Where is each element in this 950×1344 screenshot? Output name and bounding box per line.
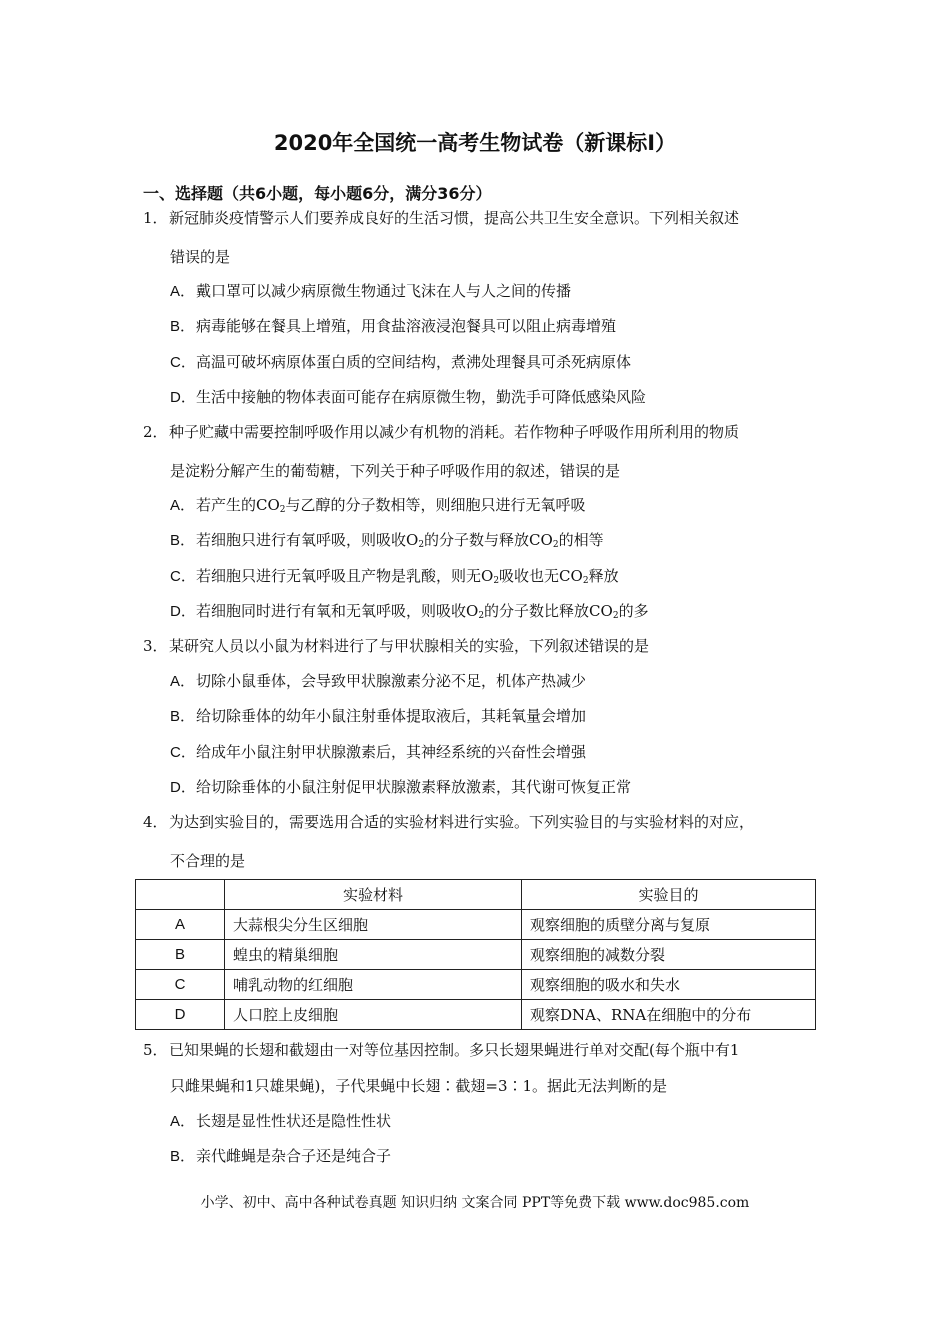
q2-option-c: C．若细胞只进行无氧呼吸且产物是乳酸，则无$O_2$吸收也无$CO_2$释放 [170,567,619,586]
question-number: 2． [143,423,168,441]
question-number: 1． [143,209,168,227]
question-5-stem: 5．已知果蝇的长翅和截翅由一对等位基因控制。多只长翅果蝇进行单对交配(每个瓶中有1 [143,1041,740,1059]
q3-option-a: A．切除小鼠垂体，会导致甲状腺激素分泌不足，机体产热减少 [170,672,587,690]
section-heading: 一、选择题（共6小题，每小题6分，满分36分） [143,184,492,203]
table-cell: 人口腔上皮细胞 [225,1000,522,1030]
table-cell: 蝗虫的精巢细胞 [225,940,522,970]
page-footer: 小学、初中、高中各种试卷真题 知识归纳 文案合同 PPT等免费下载 www.doc985.com [200,1195,750,1211]
table-cell: 观察细胞的吸水和失水 [522,970,816,1000]
q1-option-d: D．生活中接触的物体表面可能存在病原微生物，勤洗手可降低感染风险 [170,388,647,406]
question-number: 3． [143,637,168,655]
table-row [136,1000,816,1030]
table-cell: 哺乳动物的红细胞 [225,970,522,1000]
table-cell: D [136,1000,225,1030]
experiment-table [135,879,816,1030]
table-row [136,940,816,970]
question-1-stem-cont: 错误的是 [170,248,231,266]
question-2-stem: 2．种子贮藏中需要控制呼吸作用以减少有机物的消耗。若作物种子呼吸作用所利用的物质 [143,423,740,441]
question-5-stem-cont: 只雌果蝇和1只雄果蝇)，子代果蝇中长翅∶截翅=3∶1。据此无法判断的是 [170,1077,668,1095]
question-number: 5． [143,1041,168,1059]
q5-option-b: B．亲代雌蝇是杂合子还是纯合子 [170,1147,392,1165]
table-cell: 观察细胞的减数分裂 [522,940,816,970]
question-number: 4． [143,813,168,831]
q1-option-c: C．高温可破坏病原体蛋白质的空间结构，煮沸处理餐具可杀死病原体 [170,353,632,371]
table-header-cell: 实验目的 [522,880,816,910]
question-4-stem-cont: 不合理的是 [170,852,246,870]
table-row [136,970,816,1000]
q3-option-b: B．给切除垂体的幼年小鼠注射垂体提取液后，其耗氧量会增加 [170,707,587,725]
question-4-stem: 4．为达到实验目的，需要选用合适的实验材料进行实验。下列实验目的与实验材料的对应， [143,813,755,831]
page-title: 2020年全国统一高考生物试卷（新课标Ⅰ） [273,131,677,155]
table-cell: 大蒜根尖分生区细胞 [225,910,522,940]
table-cell: 观察细胞的质壁分离与复原 [522,910,816,940]
question-3-stem: 3．某研究人员以小鼠为材料进行了与甲状腺相关的实验，下列叙述错误的是 [143,637,650,655]
table-cell: C [136,970,225,1000]
table-cell: B [136,940,225,970]
question-2-stem-cont: 是淀粉分解产生的葡萄糖，下列关于种子呼吸作用的叙述，错误的是 [170,462,621,480]
table-cell: 观察DNA、RNA在细胞中的分布 [522,1000,816,1030]
table-row [136,910,816,940]
q1-option-a: A．戴口罩可以减少病原微生物通过飞沫在人与人之间的传播 [170,282,572,300]
q2-option-a: A．若产生的$CO_2$与乙醇的分子数相等，则细胞只进行无氧呼吸 [170,496,586,515]
table-header-cell: 实验材料 [225,880,522,910]
q2-option-d: D．若细胞同时进行有氧和无氧呼吸，则吸收$O_2$的分子数比释放$CO_2$的多 [170,602,649,621]
q3-option-c: C．给成年小鼠注射甲状腺激素后，其神经系统的兴奋性会增强 [170,743,587,761]
q5-option-a: A．长翅是显性性状还是隐性性状 [170,1112,392,1130]
table-header-row [136,880,816,910]
table-cell: A [136,910,225,940]
q2-option-b: B．若细胞只进行有氧呼吸，则吸收$O_2$的分子数与释放$CO_2$的相等 [170,531,604,550]
q1-option-b: B．病毒能够在餐具上增殖，用食盐溶液浸泡餐具可以阻止病毒增殖 [170,317,617,335]
q3-option-d: D．给切除垂体的小鼠注射促甲状腺激素释放激素，其代谢可恢复正常 [170,778,632,796]
question-1-stem: 1．新冠肺炎疫情警示人们要养成良好的生活习惯，提高公共卫生安全意识。下列相关叙述 [143,209,740,227]
table-header-cell [136,880,225,910]
